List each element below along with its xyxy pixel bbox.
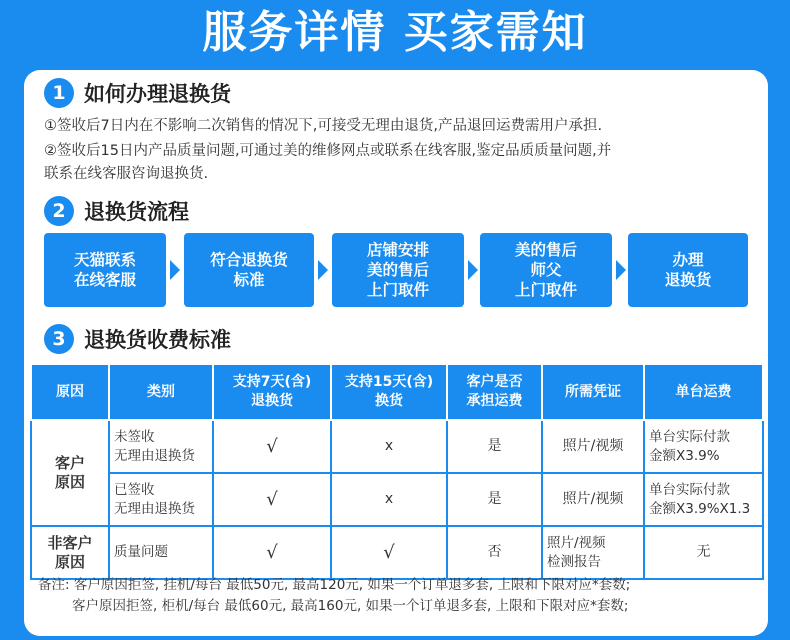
- section-1-header: [44, 78, 231, 108]
- process-step: 办理 退换货: [628, 233, 748, 307]
- arrow-right-icon: [318, 260, 328, 280]
- column-header: 支持15天(含) 换货: [331, 364, 447, 420]
- category-cell: 已签收 无理由退换货: [109, 473, 213, 526]
- process-step: 天猫联系 在线客服: [44, 233, 166, 307]
- check-cell: x: [331, 473, 447, 526]
- column-header: 原因: [31, 364, 109, 420]
- fee-cell: 是: [447, 473, 542, 526]
- arrow-right-icon: [616, 260, 626, 280]
- section-3-header: [44, 324, 231, 354]
- proof-cell: 照片/视频 检测报告: [542, 526, 644, 579]
- section-title: 如何办理退换货: [84, 82, 231, 106]
- reason-cell: 非客户 原因: [31, 526, 109, 579]
- process-step: 美的售后 师父 上门取件: [480, 233, 612, 307]
- policy-line-2: ②签收后15日内产品质量问题,可通过美的维修网点或联系在线客服,鉴定品质质量问题,并: [44, 143, 612, 159]
- fee-cell: 是: [447, 420, 542, 473]
- remark-line-1: 备注: 客户原因拒签, 挂机/每台 最低50元, 最高120元, 如果一个订单退多套, 上限和下限对应*套数;: [38, 577, 631, 593]
- proof-cell: 照片/视频: [542, 473, 644, 526]
- arrow-right-icon: [468, 260, 478, 280]
- column-header: 支持7天(含) 退换货: [213, 364, 331, 420]
- check-cell: √: [213, 526, 331, 579]
- section-number-badge: 2: [44, 196, 74, 226]
- table-row: [31, 420, 763, 473]
- remark-line-2: 客户原因拒签, 柜机/每台 最低60元, 最高160元, 如果一个订单退多套, 上限和下限对应*套数;: [72, 598, 629, 614]
- section-number-badge: 3: [44, 324, 74, 354]
- table-row: [31, 526, 763, 579]
- process-step: 符合退换货 标准: [184, 233, 314, 307]
- section-2-header: [44, 196, 189, 226]
- policy-line-3: 联系在线客服咨询退换货.: [44, 166, 209, 182]
- table-header-row: [31, 364, 763, 420]
- check-cell: √: [213, 420, 331, 473]
- table-row: [31, 473, 763, 526]
- section-title: 退换货收费标准: [84, 328, 231, 352]
- check-cell: √: [213, 473, 331, 526]
- reason-cell: 客户 原因: [31, 420, 109, 526]
- column-header: 类别: [109, 364, 213, 420]
- column-header: 客户是否 承担运费: [447, 364, 542, 420]
- section-title: 退换货流程: [84, 200, 189, 224]
- fee-table: [30, 363, 764, 580]
- column-header: 单台运费: [644, 364, 763, 420]
- remarks: [38, 575, 630, 617]
- proof-cell: 照片/视频: [542, 420, 644, 473]
- shipping-cell: 单台实际付款 金额X3.9%: [644, 420, 763, 473]
- section-number-badge: 1: [44, 78, 74, 108]
- check-cell: x: [331, 420, 447, 473]
- shipping-cell: 无: [644, 526, 763, 579]
- category-cell: 质量问题: [109, 526, 213, 579]
- check-cell: √: [331, 526, 447, 579]
- process-steps: [44, 233, 748, 307]
- column-header: 所需凭证: [542, 364, 644, 420]
- info-card: [24, 70, 768, 636]
- process-step: 店铺安排 美的售后 上门取件: [332, 233, 464, 307]
- policy-line-1: ①签收后7日内在不影响二次销售的情况下,可接受无理由退货,产品退回运费需用户承担.: [44, 118, 603, 134]
- arrow-right-icon: [170, 260, 180, 280]
- shipping-cell: 单台实际付款 金额X3.9%X1.3: [644, 473, 763, 526]
- category-cell: 未签收 无理由退换货: [109, 420, 213, 473]
- fee-cell: 否: [447, 526, 542, 579]
- page-title: 服务详情 买家需知: [202, 7, 588, 58]
